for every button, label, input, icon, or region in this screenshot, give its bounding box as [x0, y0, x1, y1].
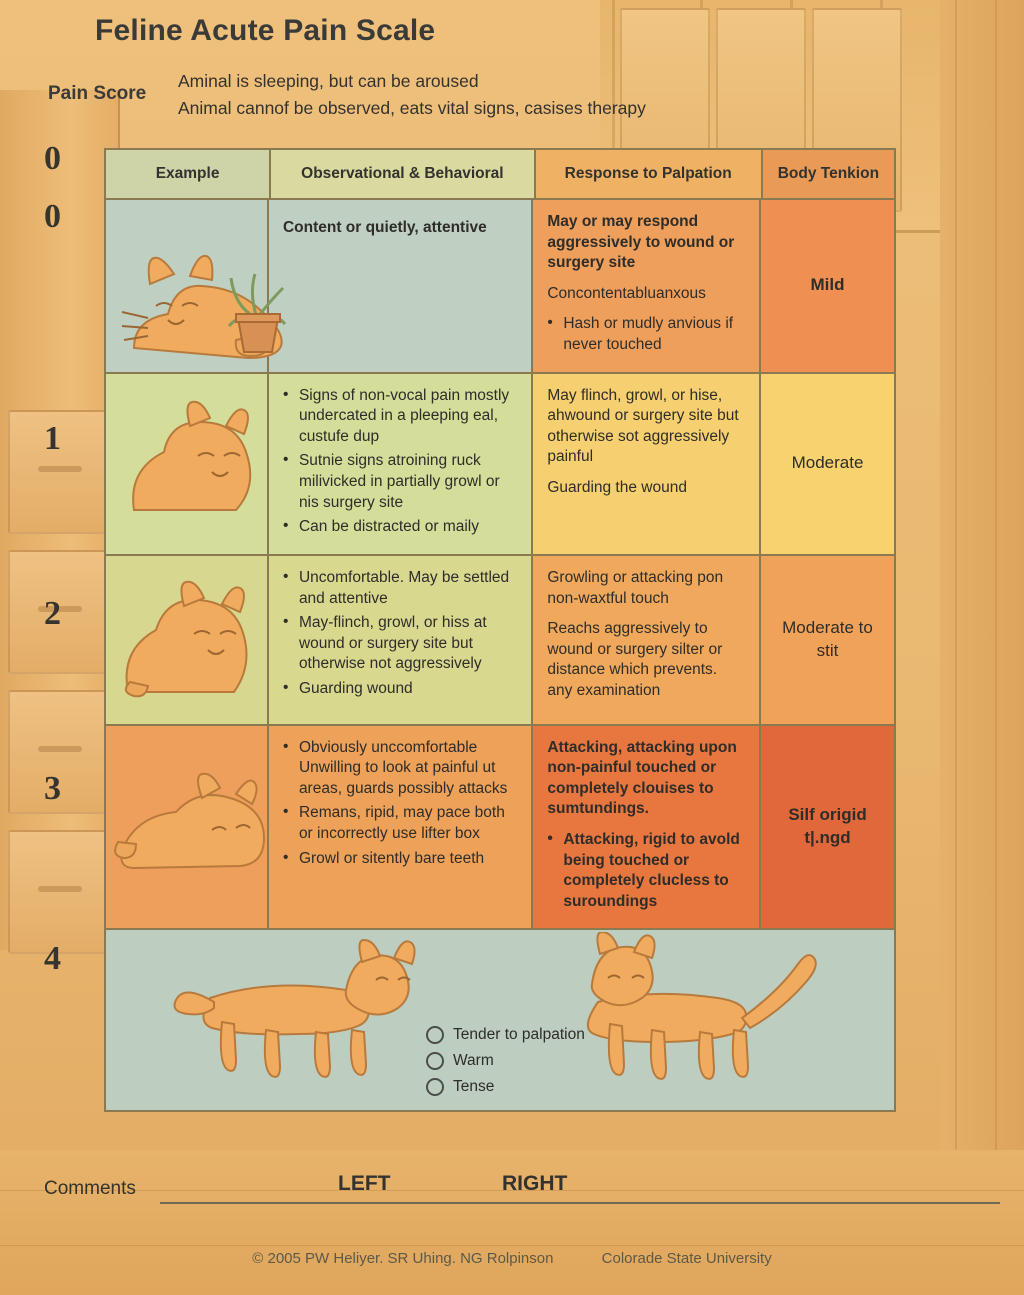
body-tension-cell [761, 556, 894, 724]
comments-input-line[interactable] [160, 1202, 1000, 1204]
palpation-cell [533, 726, 761, 929]
body-tension-cell [761, 200, 894, 372]
score-marker-0: 0 [44, 198, 61, 235]
observational-bullet: • Sutnie signs atroining ruck milivicked in partially growl or nis surgery site [283, 451, 517, 513]
radio-icon[interactable] [426, 1026, 444, 1044]
table-row [106, 374, 894, 556]
observational-bullet: • Can be distracted or maily [283, 517, 517, 538]
palpation-line: Growling or attacking pon non-waxtful touch [547, 568, 724, 607]
observational-cell [269, 200, 533, 372]
top-note-2: Animal cannof be observed, eats vital signs, casises therapy [178, 98, 646, 119]
table-header-row [106, 150, 894, 200]
score-marker-4: 4 [44, 940, 61, 977]
credit-line [0, 1250, 1024, 1267]
checkbox-tender[interactable] [426, 1026, 585, 1044]
palpation-line: May flinch, growl, or hise, ahwound or surgery site but otherwise sot aggressively painful [547, 386, 739, 466]
left-label: LEFT [338, 1172, 391, 1195]
pain-scale-table [104, 148, 896, 1112]
checkbox-label: Warm [453, 1052, 494, 1070]
checkbox-tense[interactable] [426, 1078, 585, 1096]
table-row [106, 726, 894, 931]
cat-crouched-head-down-icon [112, 750, 288, 890]
palpation-line: Reachs aggressively to wound or surgery silter or distance which prevents. any examination [547, 620, 723, 699]
observational-cell [269, 374, 533, 554]
score-marker-0-top: 0 [44, 140, 61, 177]
observational-heading: Content or quietly, attentive [282, 219, 487, 236]
comments-label: Comments [44, 1178, 136, 1199]
observational-cell [269, 556, 533, 724]
example-cell [106, 556, 269, 724]
observational-bullet: • May-flinch, growl, or hiss at wound or surgery site but otherwise not aggressively [283, 613, 517, 675]
body-map-panel [106, 930, 894, 1110]
palpation-bullet: • Hash or mudly anvious if never touched [547, 314, 745, 355]
score-marker-2: 2 [44, 595, 61, 632]
example-cell [106, 200, 269, 372]
palpation-line: Attacking, attacking upon non-painful touched or completely clouises to sumtundings. [547, 738, 737, 818]
palpation-cell [533, 556, 761, 724]
credit-institution: Colorade State University [601, 1250, 772, 1267]
observational-bullet: • Remans, ripid, may pace both or incorrectly use lifter box [283, 803, 517, 844]
radio-icon[interactable] [426, 1078, 444, 1096]
observational-cell [269, 726, 533, 929]
observational-bullet: • Growl or sitently bare teeth [283, 849, 517, 870]
column-header-body-tension: Body Tenkion [763, 150, 894, 198]
example-cell [106, 374, 269, 554]
top-note-1: Aminal is sleeping, but can be aroused [178, 71, 479, 91]
score-marker-1: 1 [44, 420, 61, 457]
column-header-palpation: Response to Palpation [536, 150, 763, 198]
palpation-line: Guarding the wound [547, 479, 687, 497]
palpation-cell [533, 374, 761, 554]
column-header-observational: Observational & Behavioral [271, 150, 535, 198]
cat-curled-guarding-icon [116, 572, 284, 710]
palpation-cell [533, 200, 761, 372]
body-tension-value: Silf origid t|.nɡd [788, 805, 867, 848]
table-row [106, 200, 894, 374]
checkbox-label: Tense [453, 1078, 495, 1096]
palpation-line: Concontentabluanxous [547, 284, 706, 302]
body-tension-value: Moderate to stit [782, 617, 873, 660]
credit-authors: © 2005 PW Heliyer. SR Uhing. NG Rolpinson [252, 1250, 554, 1267]
example-cell [106, 726, 269, 929]
pain-score-label: Pain Score [48, 83, 147, 104]
body-tension-cell [761, 374, 894, 554]
palpation-bullet: • Attacking, rigid to avold being touched or completely clucless to suroundings [547, 830, 745, 912]
potted-plant-icon [224, 252, 290, 362]
cat-sitting-hunched-icon [120, 392, 280, 524]
body-tension-value: Mild [810, 275, 845, 295]
palpation-line: May or may respond aggressively to wound or surgery site [547, 213, 735, 272]
page-title: Feline Acute Pain Scale [95, 14, 436, 47]
body-tension-cell [761, 726, 894, 929]
score-marker-3: 3 [44, 770, 61, 807]
column-header-example: Example [106, 150, 271, 198]
table-row [106, 556, 894, 726]
palpation-checklist [426, 1026, 585, 1104]
cat-walking-left-icon [170, 936, 440, 1108]
observational-bullet: • Signs of non-vocal pain mostly undercated in a pleeping eal, custufe dup [283, 386, 517, 448]
body-tension-value: Moderate [791, 453, 864, 473]
observational-bullet: • Guarding wound [283, 679, 517, 700]
observational-bullet: • Uncomfortable. May be settled and attentive [283, 568, 517, 609]
radio-icon[interactable] [426, 1052, 444, 1070]
checkbox-label: Tender to palpation [453, 1026, 585, 1044]
observational-bullet: • Obviously unccomfortable Unwilling to look at painful ut areas, guards possibly attacks [283, 738, 517, 800]
right-label: RIGHT [502, 1172, 568, 1195]
checkbox-warm[interactable] [426, 1052, 585, 1070]
top-notes [178, 68, 778, 122]
